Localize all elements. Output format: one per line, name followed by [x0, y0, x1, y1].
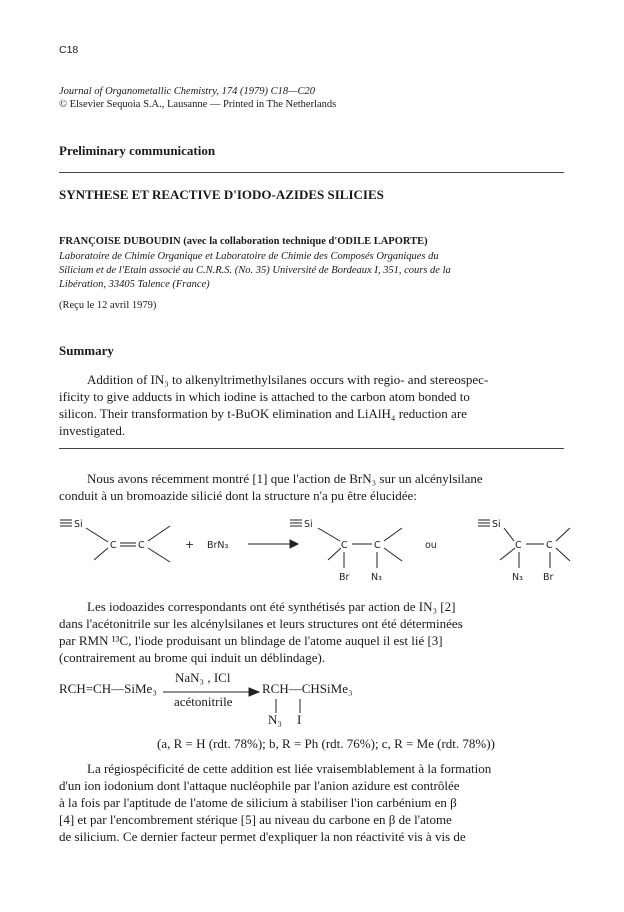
summary-line: silicon. Their transformation by t-BuOK elimination and LiAlH₄ reduction are — [59, 406, 467, 421]
reagents-above: NaN₃ , ICl — [175, 670, 231, 685]
author-line: FRANÇOISE DUBOUDIN (avec la collaboration technique d'ODILE LAPORTE) — [59, 236, 428, 247]
or-label: ou — [425, 540, 437, 551]
product-formula: RCH—CHSiMe₃ — [262, 681, 353, 696]
bromine-label: Br — [339, 572, 350, 583]
reagent-label: BrN₃ — [207, 540, 229, 551]
carbon-label: C — [341, 540, 348, 551]
paragraph-line: conduit à un bromoazide silicié dont la structure n'a pu être élucidée: — [59, 488, 417, 503]
page-code: C18 — [59, 44, 79, 56]
summary-line: Addition of IN₃ to alkenyltrimethylsilanes occurs with regio- and stereospec- — [87, 372, 489, 387]
bromine-label: Br — [543, 572, 554, 583]
si-label: Si — [304, 519, 313, 530]
paragraph-3 — [59, 760, 566, 845]
reaction-arrow-head — [290, 540, 298, 548]
azide-substituent: N₃ — [268, 712, 282, 727]
paragraph-line: [4] et par l'encombrement stérique [5] au niveau du carbone en β de l'atome — [59, 812, 452, 827]
alkenylsilane-structure — [60, 519, 170, 562]
bromoazide-structure-1 — [290, 519, 402, 583]
summary-rule — [59, 448, 564, 449]
paragraph-line: Les iodoazides correspondants ont été synthétisés par action de IN₃ [2] — [87, 599, 456, 614]
si-label: Si — [74, 519, 83, 530]
paragraph-1 — [59, 470, 566, 504]
plus-sign: + — [185, 538, 195, 551]
received-date: (Reçu le 12 avril 1979) — [59, 300, 157, 311]
summary-paragraph — [59, 371, 566, 439]
paragraph-line: par RMN ¹³C, l'iode produisant un blindage de l'atome auquel il est lié [3] — [59, 633, 443, 648]
reactant-formula: RCH=CH—SiMe₃ — [59, 681, 157, 696]
section-type: Preliminary communication — [59, 143, 216, 158]
yields-line: (a, R = H (rdt. 78%); b, R = Ph (rdt. 76%); c, R = Me (rdt. 78%)) — [157, 736, 495, 751]
summary-line: investigated. — [59, 423, 126, 438]
paragraph-line: dans l'acétonitrile sur les alcénylsilanes et leurs structures ont été déterminées — [59, 616, 463, 631]
paragraph-line: de silicium. Ce dernier facteur permet d'expliquer la non réactivité vis à vis de — [59, 829, 466, 844]
carbon-label: C — [546, 540, 553, 551]
reaction-scheme-1 — [0, 508, 624, 588]
bromoazide-structure-2 — [478, 519, 570, 583]
summary-heading: Summary — [59, 343, 114, 358]
publisher-line: © Elsevier Sequoia S.A., Lausanne — Printed in The Netherlands — [59, 99, 337, 110]
reagents-below: acétonitrile — [174, 694, 233, 709]
article-title: SYNTHESE ET REACTIVE D'IODO-AZIDES SILICIES — [59, 187, 384, 202]
top-rule — [59, 172, 564, 173]
carbon-label: C — [110, 540, 117, 551]
paragraph-line: Nous avons récemment montré [1] que l'action de BrN₃ sur un alcénylsilane — [87, 471, 483, 486]
carbon-label: C — [138, 540, 145, 551]
si-label: Si — [492, 519, 501, 530]
affiliation-line-1: Laboratoire de Chimie Organique et Laboratoire de Chimie des Composés Organiques du — [59, 251, 439, 262]
journal-citation: Journal of Organometallic Chemistry, 174 (1979) C18—C20 — [59, 86, 315, 97]
carbon-label: C — [374, 540, 381, 551]
azide-label: N₃ — [512, 572, 523, 583]
paragraph-line: d'un ion iodonium dont l'attaque nucléophile par l'anion azidure est contrôlée — [59, 778, 460, 793]
carbon-label: C — [515, 540, 522, 551]
paragraph-line: La régiospécificité de cette addition est liée vraisemblablement à la formation — [87, 761, 492, 776]
paragraph-2 — [59, 598, 566, 666]
paragraph-line: à la fois par l'aptitude de l'atome de silicium à stabiliser l'ion carbénium en β — [59, 795, 457, 810]
affiliation-line-2: Silicium et de l'Etain associé au C.N.R.S. (No. 35) Université de Bordeaux I, 351, cours de la — [59, 265, 451, 276]
summary-line: ificity to give adducts in which iodine is attached to the carbon atom bonded to — [59, 389, 470, 404]
iodine-substituent: I — [297, 712, 302, 727]
paragraph-line: (contrairement au brome qui induit un déblindage). — [59, 650, 326, 665]
azide-label: N₃ — [371, 572, 382, 583]
affiliation-line-3: Libération, 33405 Talence (France) — [59, 279, 210, 290]
